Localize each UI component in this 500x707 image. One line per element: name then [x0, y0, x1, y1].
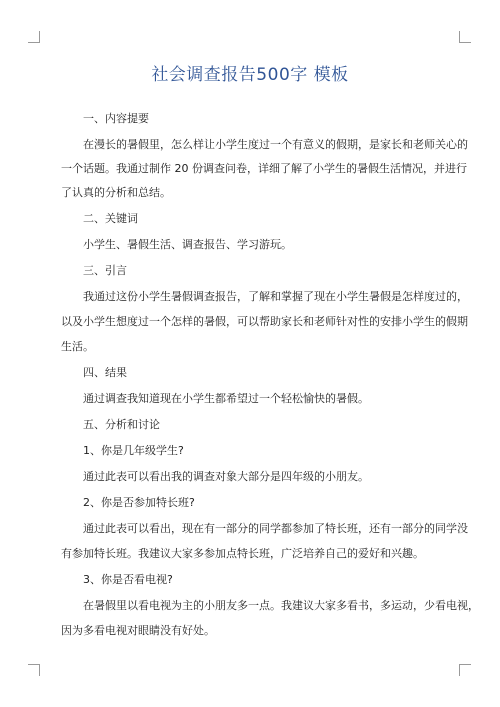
crop-mark-bottom-left: [28, 664, 40, 676]
results-text: 通过调查我知道现在小学生都希望过一个轻松愉快的暑假。: [83, 392, 369, 405]
answer-2-line: 有参加特长班。我建议大家多参加点特长班，广泛培养自己的爱好和兴趣。: [61, 547, 424, 560]
question-1: 1、你是几年级学生?: [83, 444, 184, 457]
section-heading-results: 四、结果: [83, 366, 127, 379]
answer-3-line: 因为多看电视对眼睛没有好处。: [61, 624, 215, 637]
question-3: 3、你是否看电视?: [83, 573, 173, 586]
crop-mark-top-left: [28, 31, 40, 43]
document-title: 社会调查报告500字 模板: [151, 65, 349, 85]
document-body: [61, 112, 479, 638]
section-heading-analysis: 五、分析和讨论: [83, 418, 160, 431]
crop-mark-bottom-right: [459, 664, 471, 676]
paragraph-line: 了认真的分析和总结。: [61, 186, 171, 199]
paragraph-line: 生活。: [61, 340, 94, 353]
section-heading-introduction: 三、引言: [83, 264, 127, 277]
section-heading-summary: 一、内容提要: [83, 112, 149, 125]
paragraph-line: 我通过这份小学生暑假调查报告，了解和掌握了现在小学生暑假是怎样度过的，: [83, 290, 468, 303]
question-2: 2、你是否参加特长班?: [83, 496, 195, 509]
answer-1: 通过此表可以看出我的调查对象大部分是四年级的小朋友。: [83, 470, 369, 483]
paragraph-line: 以及小学生想度过一个怎样的暑假，可以帮助家长和老师针对性的安排小学生的假期: [61, 315, 468, 328]
section-heading-keywords: 二、关键词: [83, 212, 138, 225]
answer-2-line: 通过此表可以看出，现在有一部分的同学都参加了特长班，还有一部分的同学没: [83, 522, 468, 535]
paragraph-line: 在漫长的暑假里，怎么样让小学生度过一个有意义的假期，是家长和老师关心的: [83, 138, 468, 151]
keywords-text: 小学生、暑假生活、调查报告、学习游玩。: [83, 238, 292, 251]
answer-3-line: 在暑假里以看电视为主的小朋友多一点。我建议大家多看书，多运动，少看电视，: [83, 599, 479, 612]
crop-mark-top-right: [459, 31, 471, 43]
paragraph-line: 一个话题。我通过制作 20 份调查问卷，详细了解了小学生的暑假生活情况，并进行: [61, 162, 467, 175]
